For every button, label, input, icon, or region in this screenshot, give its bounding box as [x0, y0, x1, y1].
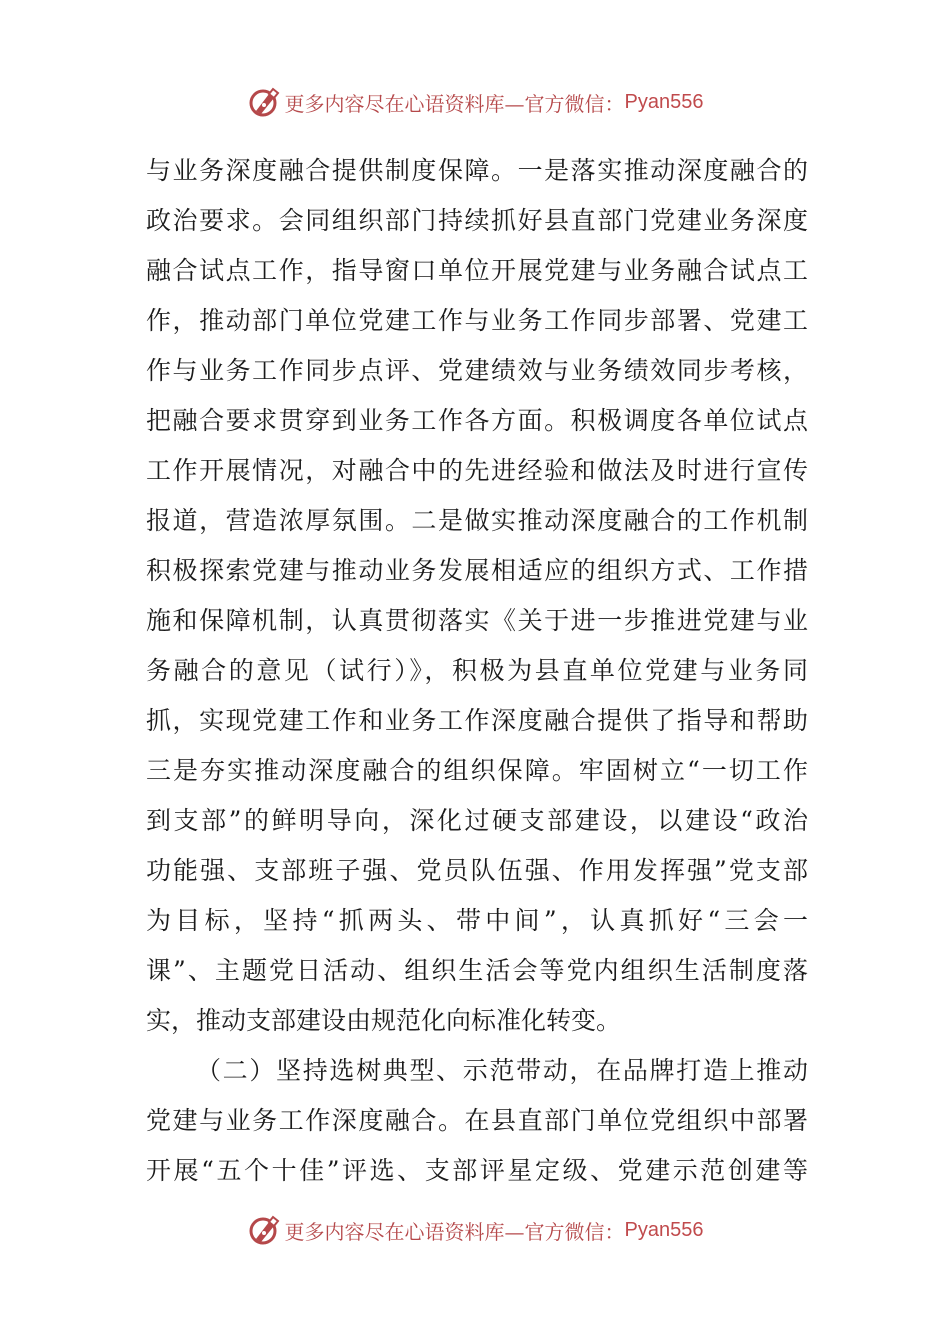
text-line: 三是夯实推动深度融合的组织保障。牢固树立“一切工作 — [146, 756, 808, 785]
text-line: 开展“五个十佳”评选、支部评星定级、党建示范创建等 — [146, 1156, 808, 1185]
paragraph-2 — [146, 1046, 808, 1196]
text-line: 实，推动支部建设由规范化向标准化转变。 — [146, 1006, 622, 1035]
watermark-wechat-id: Pyan556 — [624, 1218, 704, 1241]
text-line: 融合试点工作，指导窗口单位开展党建与业务融合试点工 — [146, 256, 808, 285]
header-watermark — [0, 82, 950, 122]
text-line: 为目标，坚持“抓两头、带中间”，认真抓好“三会一 — [146, 906, 808, 935]
text-line: 施和保障机制，认真贯彻落实《关于进一步推进党建与业 — [146, 606, 808, 635]
text-line: 务融合的意见（试行）》，积极为县直单位党建与业务同 — [146, 656, 808, 685]
text-line: 课”、主题党日活动、组织生活会等党内组织生活制度落 — [146, 956, 808, 985]
watermark-text: 更多内容尽在心语资料库—官方微信： — [284, 91, 625, 116]
paragraph-1 — [146, 146, 808, 1046]
pen-nib-logo-icon — [247, 85, 281, 119]
text-line: 与业务深度融合提供制度保障。一是落实推动深度融合的 — [146, 156, 808, 185]
text-line: 抓，实现党建工作和业务工作深度融合提供了指导和帮助 — [146, 706, 808, 735]
text-line: 积极探索党建与推动业务发展相适应的组织方式、工作措 — [146, 556, 808, 585]
section-heading-line: （二）坚持选树典型、示范带动，在品牌打造上推动 — [196, 1056, 808, 1085]
text-line: 作与业务工作同步点评、党建绩效与业务绩效同步考核， — [146, 356, 808, 385]
text-line: 把融合要求贯穿到业务工作各方面。积极调度各单位试点 — [146, 406, 808, 435]
text-line: 政治要求。会同组织部门持续抓好县直部门党建业务深度 — [146, 206, 808, 235]
text-line: 功能强、支部班子强、党员队伍强、作用发挥强”党支部 — [146, 856, 808, 885]
text-line: 作，推动部门单位党建工作与业务工作同步部署、党建工 — [146, 306, 808, 335]
document-body — [146, 146, 808, 1196]
watermark-wechat-id: Pyan556 — [624, 90, 704, 113]
text-line: 工作开展情况，对融合中的先进经验和做法及时进行宣传 — [146, 456, 808, 485]
footer-watermark — [0, 1210, 950, 1250]
text-line: 到支部”的鲜明导向，深化过硬支部建设，以建设“政治 — [146, 806, 808, 835]
watermark-text: 更多内容尽在心语资料库—官方微信： — [284, 1219, 625, 1244]
pen-nib-logo-icon — [247, 1213, 281, 1247]
text-line: 报道，营造浓厚氛围。二是做实推动深度融合的工作机制 — [146, 506, 808, 535]
text-line: 党建与业务工作深度融合。在县直部门单位党组织中部署 — [146, 1106, 808, 1135]
